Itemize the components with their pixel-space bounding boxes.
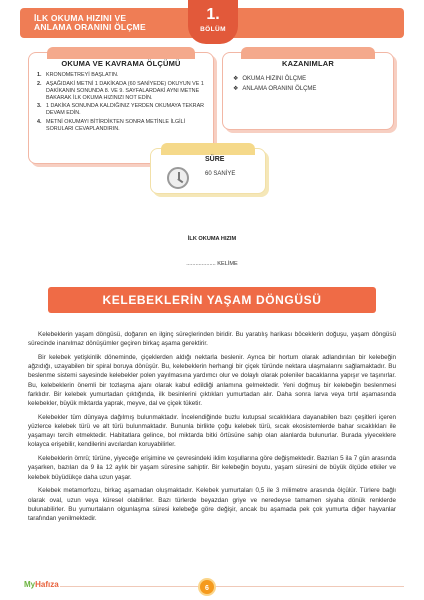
duration-card — [150, 148, 266, 194]
step-item: 1. KRONOMETREYİ BAŞLATIN. — [37, 72, 119, 78]
duration-title: SÜRE — [205, 156, 225, 163]
article-title: KELEBEKLERİN YAŞAM DÖNGÜSÜ — [102, 293, 322, 307]
header-title-line2: ANLAMA ORANINI ÖLÇME — [34, 22, 146, 32]
outcomes-card — [222, 52, 394, 130]
article-paragraph: Bir kelebek yetişkinlik döneminde, çiçeklerden aldığı nektarla beslenir. Ayrıca bir hortum olarak adlandırılan bir kelebeğin ağzıdığı, uzayabilen bir spiral boruya dönüşür. Bu, kelebeklerin herhangi bir çiçek türünde nektara ulaşmalarını sağlamaktadır. Bu beslenme sistemi sayesinde kelebekler polen yayılmasına yardımcı olur ve dolaylı olarak poleniler bacaklarına yapışır ve taşınırlar. Bu, kelebeklerin önemli bir tozlaşma ajanı olarak kabul edildiği anlamına gelmektedir. Yeni doğmuş bir kelebeğin beslenmesi farklıdır. Bir kelebek yumurtadan çıktığında, ilk besinlerini çıktıkları yumurtadan alır. Daha sonra larva veya tırtıl aşamasında kelebekler, büyük miktarda yaprak, meyve, dal ve çiçek tüketir. — [28, 354, 396, 408]
page-number: 6 — [198, 578, 216, 596]
outcome-item: ❖ ANLAMA ORANINI ÖLÇME — [233, 86, 317, 92]
header-title-line1: İLK OKUMA HIZINI VE — [34, 13, 127, 23]
chapter-number: 1. — [206, 6, 220, 23]
step-item: 3. 1 DAKİKA SONUNDA KALDIĞINIZ YERDEN OKUMAYA TEKRAR DEVAM EDİN. — [37, 103, 205, 116]
chapter-word: BÖLÜM — [200, 26, 226, 33]
outcomes-card-tab — [241, 47, 375, 59]
header-title — [34, 14, 146, 32]
footer-divider — [60, 586, 404, 587]
step-item: 4. METNİ OKUMAYI BİTİRDİKTEN SONRA METİNLE İLGİLİ SORULARI CEVAPLANDIRIN. — [37, 118, 186, 132]
outcome-item: ❖ OKUMA HIZINI ÖLÇME — [233, 76, 307, 82]
article-paragraph: Kelebeklerin ömrü; türüne, yiyeceğe erişimine ve çevresindeki iklim koşullarına göre değişmektedir. Bazıları 5 ila 7 gün arasında yaşarken, bazıları da 9 ila 12 aylık bir yaşam süresine sahiptir. Bir kelebeğin boyutu, yaşam süresini de büyük ölçüde etkiler ve kelebek büyüdükçe daha uzun yaşar. — [28, 455, 396, 481]
outcomes-list — [223, 68, 393, 94]
diamond-bullet-icon: ❖ — [233, 76, 239, 82]
article-body — [28, 330, 396, 528]
chapter-badge — [188, 0, 238, 44]
reading-speed-label: İLK OKUMA HIZIM — [187, 236, 237, 242]
diamond-bullet-icon: ❖ — [233, 86, 239, 92]
article-title-ribbon — [48, 287, 376, 313]
duration-card-tab — [161, 143, 255, 155]
article-paragraph: Kelebekler tüm dünyaya dağılmış bulunmaktadır. İncelendiğinde buzlu kutupsal sıcaklıklara dayanabilen bazı çeşitleri içeren yüzlerce kelebek türü ve alt türü bulunmaktadır. Bununla birlikte çoğu kelebek türü, sıcak ekosistemlerde bahar sıcaklıkları ile yaşamayı tercih etmektedir. Habitatlara gelince, bol miktarda bitki örtüsüne sahip olan alanlarda bulunurlar. Burada yiyeceklere kolayca erişebilir, kendilerini avcılardan koruyabilirler. — [28, 413, 396, 449]
reading-speed-blank: ................... KELİME — [186, 261, 238, 267]
step-item: 2. AŞAĞIDAKİ METNİ 1 DAKİKADA (60 SANİYEDE) OKUYUN VE 1 DAKİKANIN SONUNDA 8. VE 9. SAYFALARDAKİ AYNI METNE BAKARAK İLK OKUMA HIZINIZI NOT EDİN. — [37, 80, 204, 101]
clock-icon — [167, 167, 189, 189]
article-paragraph: Kelebek metamorfozu, birkaç aşamadan oluşmaktadır. Kelebek yumurtaları 0,5 ile 3 milimetre arasında ölçülür. Türlere bağlı olarak oval, uzun veya küresel olabilirler. Bazı türlerde beyazdan griye ve neredeyse tamamen siyaha dönük renklerde bulunabilirler. Bu yumurtaların olgunlaşma süresi kelebeğe göre değişir, ancak bu aşamada pek çok yumurta diğer hayvanlar tarafından yenilmektedir. — [28, 487, 396, 523]
page-footer — [0, 572, 424, 600]
measure-card-heading: OKUMA VE KAVRAMA ÖLÇÜMÜ — [61, 59, 181, 68]
duration-value: 60 SANİYE — [205, 171, 236, 177]
measure-steps — [29, 68, 213, 133]
measure-card-tab — [47, 47, 195, 59]
publisher-logo: MyHafıza — [24, 580, 59, 589]
outcomes-card-heading: KAZANIMLAR — [282, 59, 334, 68]
article-paragraph: Kelebeklerin yaşam döngüsü, doğanın en ilginç süreçlerinden biridir. Bu yaratılış harikası böceklerin doğuşu, yaşam döngüsü sürecinde inanılmaz dönüşümler geçiren birkaç aşama gerektirir. — [28, 331, 396, 348]
